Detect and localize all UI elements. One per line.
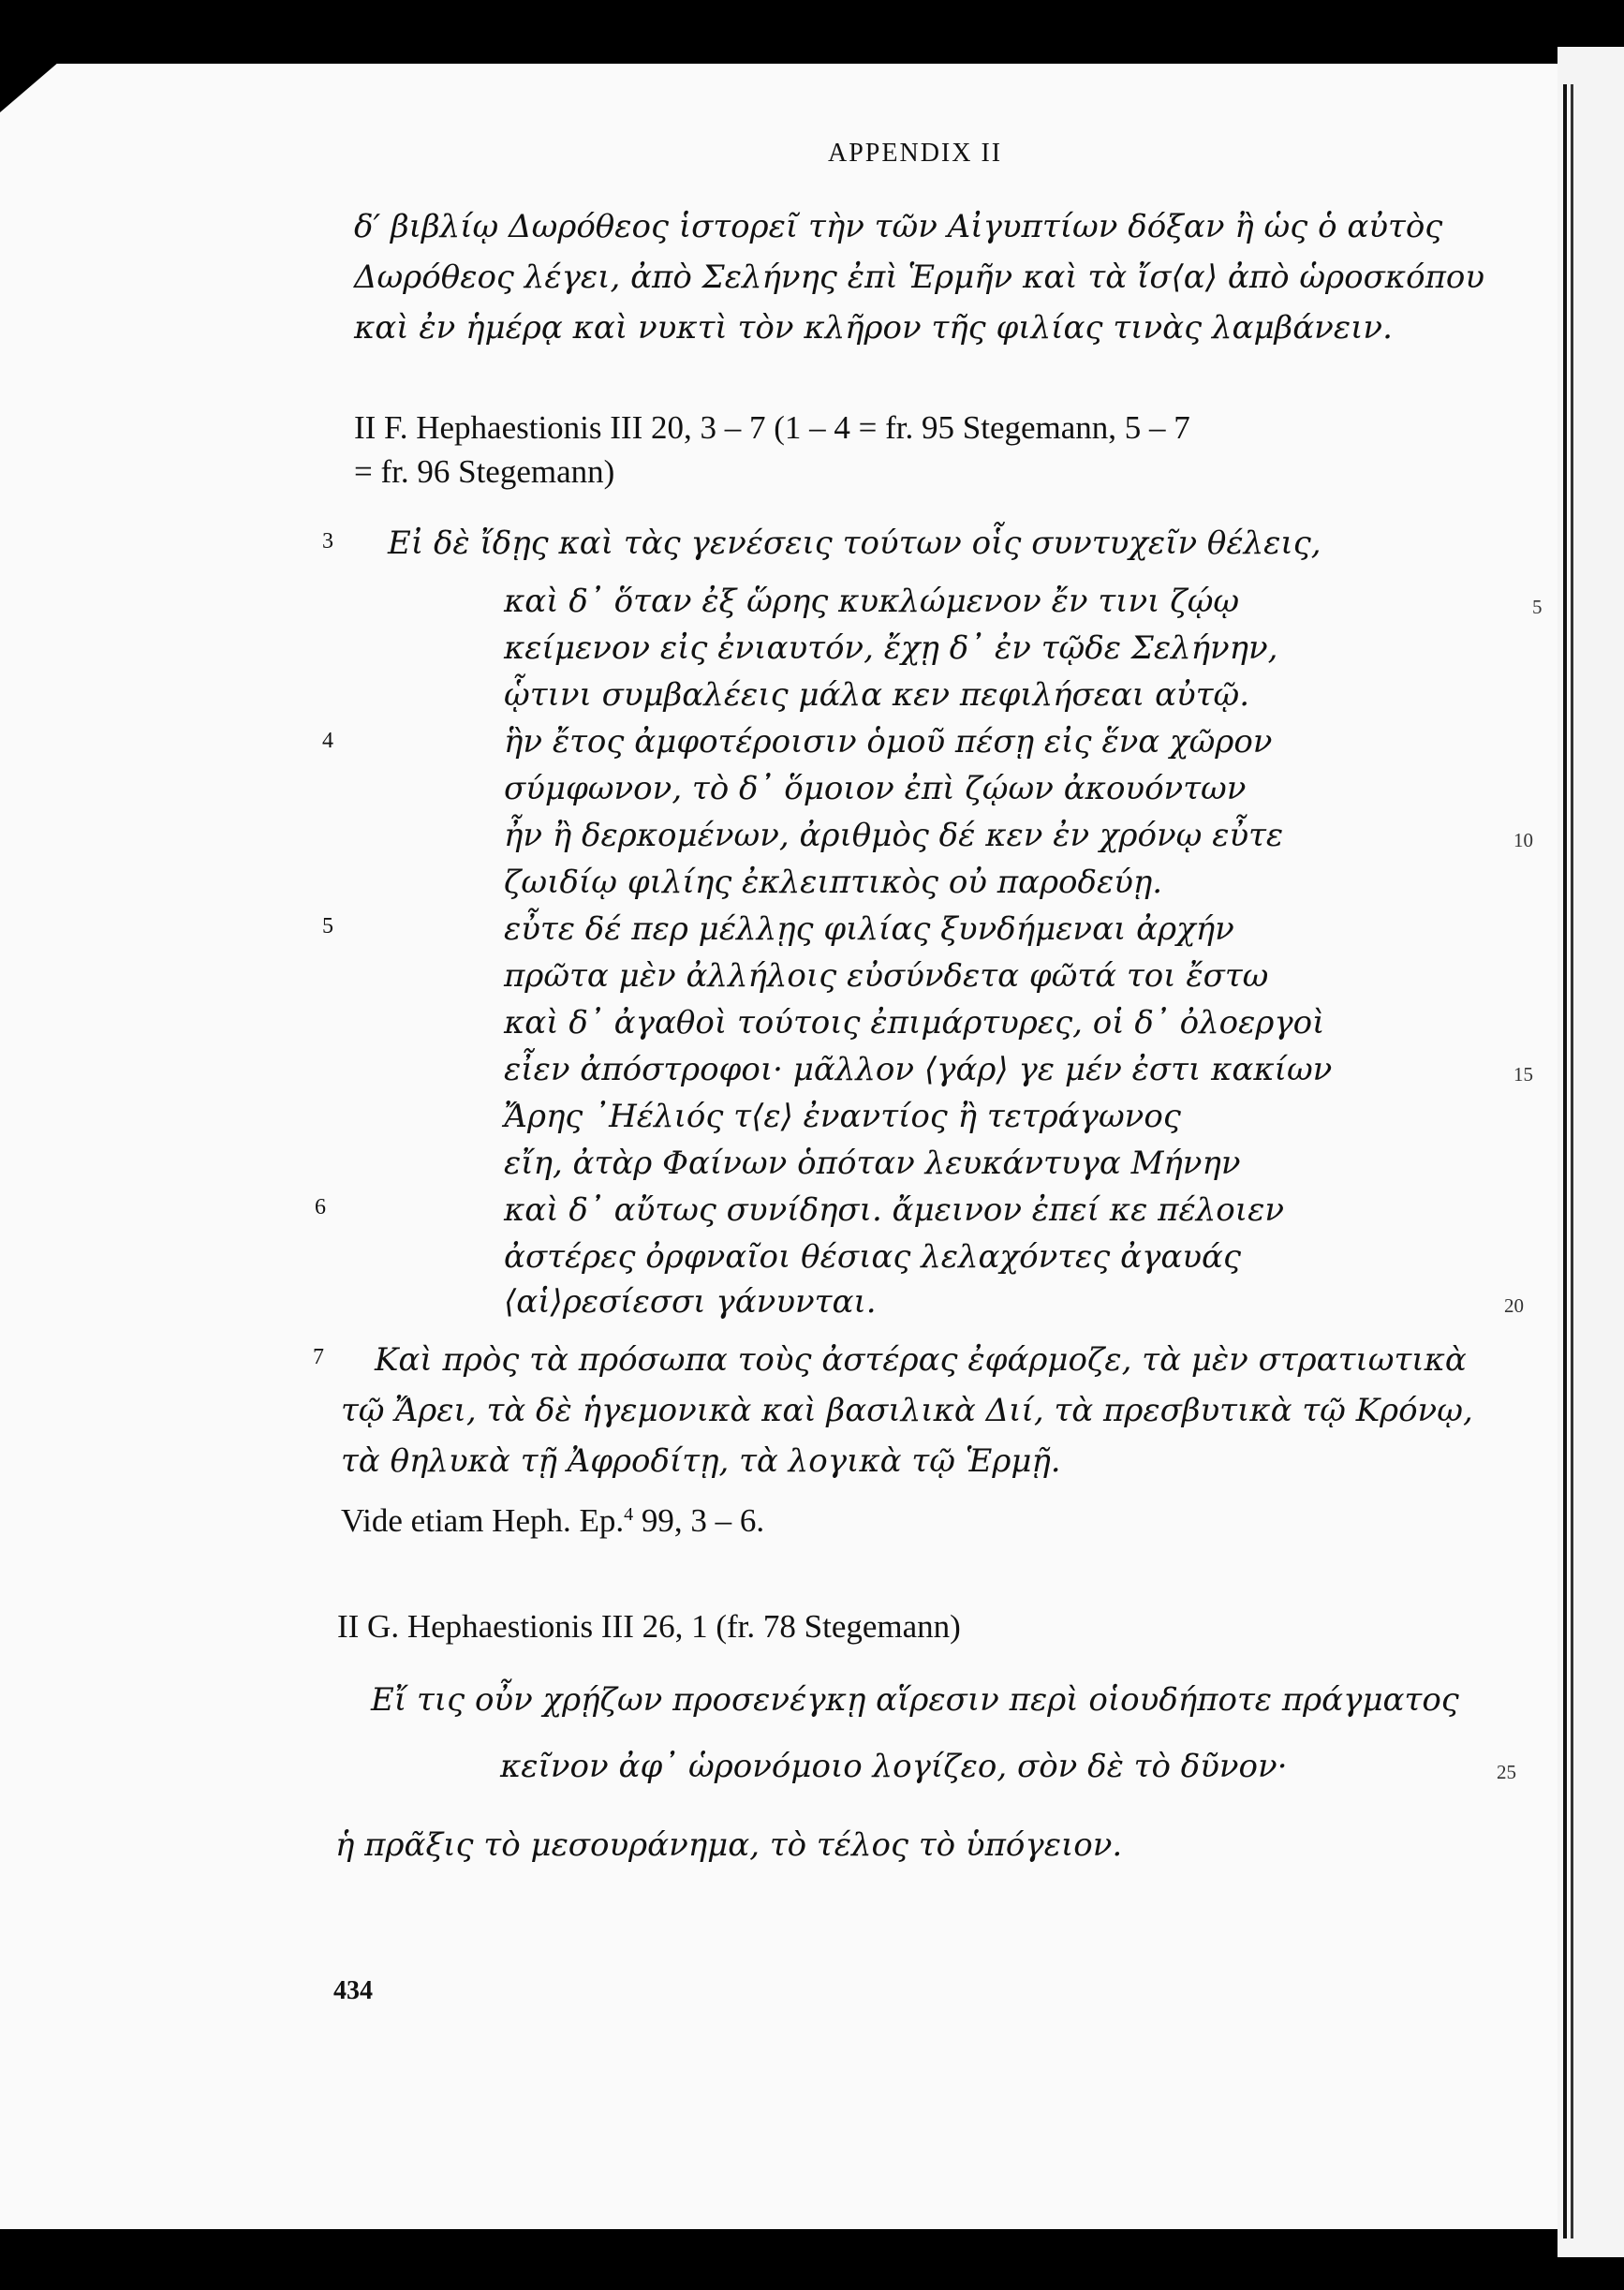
verse-line: σύμφωνον, τὸ δ᾿ ὅμοιον ἐπὶ ζῴων ἀκουόντων [504, 770, 1247, 807]
verse-line: Ἄρης ᾿Ηέλιός τ⟨ε⟩ ἐναντίος ἢ τετράγωνος [504, 1098, 1181, 1135]
prose-line: τὰ θηλυκὰ τῇ Ἀφροδίτῃ, τὰ λογικὰ τῷ Ἑρμῇ. [341, 1442, 1061, 1480]
section-g-heading: II G. Hephaestionis III 26, 1 (fr. 78 Stegemann) [337, 1608, 961, 1645]
page-number: 434 [333, 1976, 373, 2005]
verse-line: Εἰ δὲ ἴδῃς καὶ τὰς γενέσεις τούτων οἷς συντυχεῖν θέλεις, [388, 524, 1321, 562]
prose-line: Καὶ πρὸς τὰ πρόσωπα τοὺς ἀστέρας ἐφάρμοζε, τὰ μὲν στρατιωτικὰ [375, 1341, 1467, 1379]
verse-line: ᾧτινι συμβαλέεις μάλα κεν πεφιλήσεαι αὐτῷ. [504, 676, 1250, 714]
intro-line: καὶ ἐν ἡμέρᾳ καὶ νυκτὶ τὸν κλῆρον τῆς φιλίας τινὰς λαμβάνειν. [354, 309, 1393, 347]
line-number: 5 [1532, 596, 1543, 618]
closing-line: ἡ πρᾶξις τὸ μεσουράνημα, τὸ τέλος τὸ ὑπόγειον. [335, 1826, 1123, 1864]
verse-line: πρῶτα μὲν ἀλλήλοις εὐσύνδετα φῶτά τοι ἔστω [504, 957, 1269, 995]
verse-line: κείμενον εἰς ἐνιαυτόν, ἔχῃ δ᾿ ἐν τῷδε Σελήνην, [504, 629, 1278, 667]
verse-line: εὖτε δέ περ μέλλῃς φιλίας ξυνδήμεναι ἀρχήν [504, 910, 1234, 948]
intro-line: Δωρόθεος λέγει, ἀπὸ Σελήνης ἐπὶ Ἑρμῆν καὶ τὰ ἴσ⟨α⟩ ἀπὸ ὡροσκόπου [354, 259, 1485, 296]
verse-line: καὶ δ᾿ ἀγαθοὶ τούτοις ἐπιμάρτυρες, οἱ δ᾿ ὀλοεργοὶ [504, 1004, 1325, 1042]
verse-line: Εἴ τις οὖν χρῄζων προσενέγκῃ αἵρεσιν περὶ οἱουδήποτε πράγματος [371, 1681, 1459, 1719]
verse-line: ζωιδίῳ φιλίης ἐκλειπτικὸς οὐ παροδεύῃ. [504, 864, 1163, 901]
line-number: 20 [1504, 1294, 1524, 1317]
book-edge [1558, 47, 1624, 2257]
verse-line: ἣν ἔτος ἀμφοτέροισιν ὁμοῦ πέσῃ εἰς ἕνα χῶρον [504, 723, 1273, 761]
fragment-marker: 7 [313, 1345, 324, 1369]
section-f-heading: II F. Hephaestionis III 20, 3 – 7 (1 – 4 = fr. 95 Stegemann, 5 – 7 [354, 409, 1190, 446]
fragment-marker: 5 [322, 914, 333, 938]
prose-line: τῷ Ἄρει, τὰ δὲ ἡγεμονικὰ καὶ βασιλικὰ Διί, τὰ πρεσβυτικὰ τῷ Κρόνῳ, [341, 1392, 1473, 1429]
line-number: 15 [1513, 1063, 1533, 1086]
fragment-marker: 4 [322, 729, 333, 753]
line-number: 25 [1497, 1761, 1516, 1783]
line-number: 10 [1513, 829, 1533, 851]
fragment-marker: 6 [315, 1195, 326, 1219]
cross-reference: Vide etiam Heph. Ep.$^4$ 99, 3 – 6. [341, 1502, 765, 1539]
verse-line: καὶ δ᾿ αὔτως συνίδησι. ἄμεινον ἐπεί κε πέλοιεν [504, 1191, 1284, 1229]
verse-line: ἀστέρες ὀρφναῖοι θέσιας λελαχόντες ἀγαυάς [504, 1238, 1242, 1276]
verse-line: ἦν ἢ δερκομένων, ἀριθμὸς δέ κεν ἐν χρόνῳ εὖτε [504, 817, 1284, 854]
verse-line: καὶ δ᾿ ὅταν ἐξ ὥρης κυκλώμενον ἔν τινι ζῴῳ [504, 583, 1240, 620]
running-header: APPENDIX II [828, 139, 1003, 168]
section-f-heading-cont: = fr. 96 Stegemann) [354, 453, 615, 490]
verse-line: εἶεν ἀπόστροφοι· μᾶλλον ⟨γάρ⟩ γε μέν ἐστι κακίων [504, 1051, 1333, 1088]
fragment-marker: 3 [322, 529, 333, 554]
verse-line: κεῖνον ἀφ᾿ ὡρονόμοιο λογίζεο, σὸν δὲ τὸ δῦνον· [500, 1748, 1288, 1785]
intro-line: δ′ βιβλίῳ Δωρόθεος ἱστορεῖ τὴν τῶν Αἰγυπτίων δόξαν ἢ ὡς ὁ αὐτὸς [354, 208, 1443, 245]
verse-line: εἴη, ἀτὰρ Φαίνων ὁπόταν λευκάντυγα Μήνην [504, 1145, 1241, 1182]
verse-line: ⟨αἱ⟩ρεσίεσσι γάνυνται. [504, 1283, 877, 1321]
